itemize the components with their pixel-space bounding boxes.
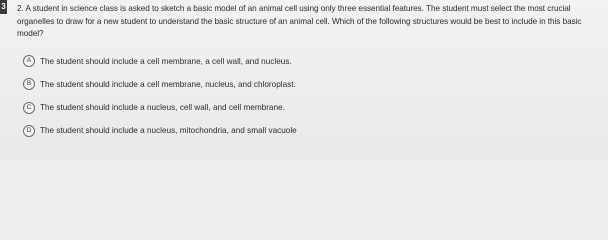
- choice-a-radio[interactable]: A: [23, 55, 35, 67]
- answer-choice-c[interactable]: [23, 101, 583, 115]
- answer-choices: [23, 54, 583, 147]
- choice-d-label: The student should include a nucleus, mitochondria, and small vacuole: [40, 126, 297, 136]
- choice-b-radio[interactable]: B: [23, 78, 35, 90]
- question-text: 2. A student in science class is asked to sketch a basic model of an animal cell using only three essential features. The student must select the most crucial organelles to draw for a new student to understand the basic structure of an animal cell. Which of the following structures would be best to include in this basic model?: [17, 4, 582, 38]
- choice-b-label: The student should include a cell membrane, nucleus, and chloroplast.: [40, 79, 296, 89]
- answer-choice-b[interactable]: [23, 77, 583, 91]
- answer-choice-d[interactable]: [23, 124, 583, 138]
- choice-a-label: The student should include a cell membrane, a cell wall, and nucleus.: [40, 56, 292, 66]
- answer-choice-a[interactable]: [23, 54, 583, 68]
- question-number-badge: 3: [0, 0, 7, 14]
- choice-c-label: The student should include a nucleus, cell wall, and cell membrane.: [40, 103, 285, 113]
- choice-c-radio[interactable]: C: [23, 102, 35, 114]
- choice-d-radio[interactable]: D: [23, 125, 35, 137]
